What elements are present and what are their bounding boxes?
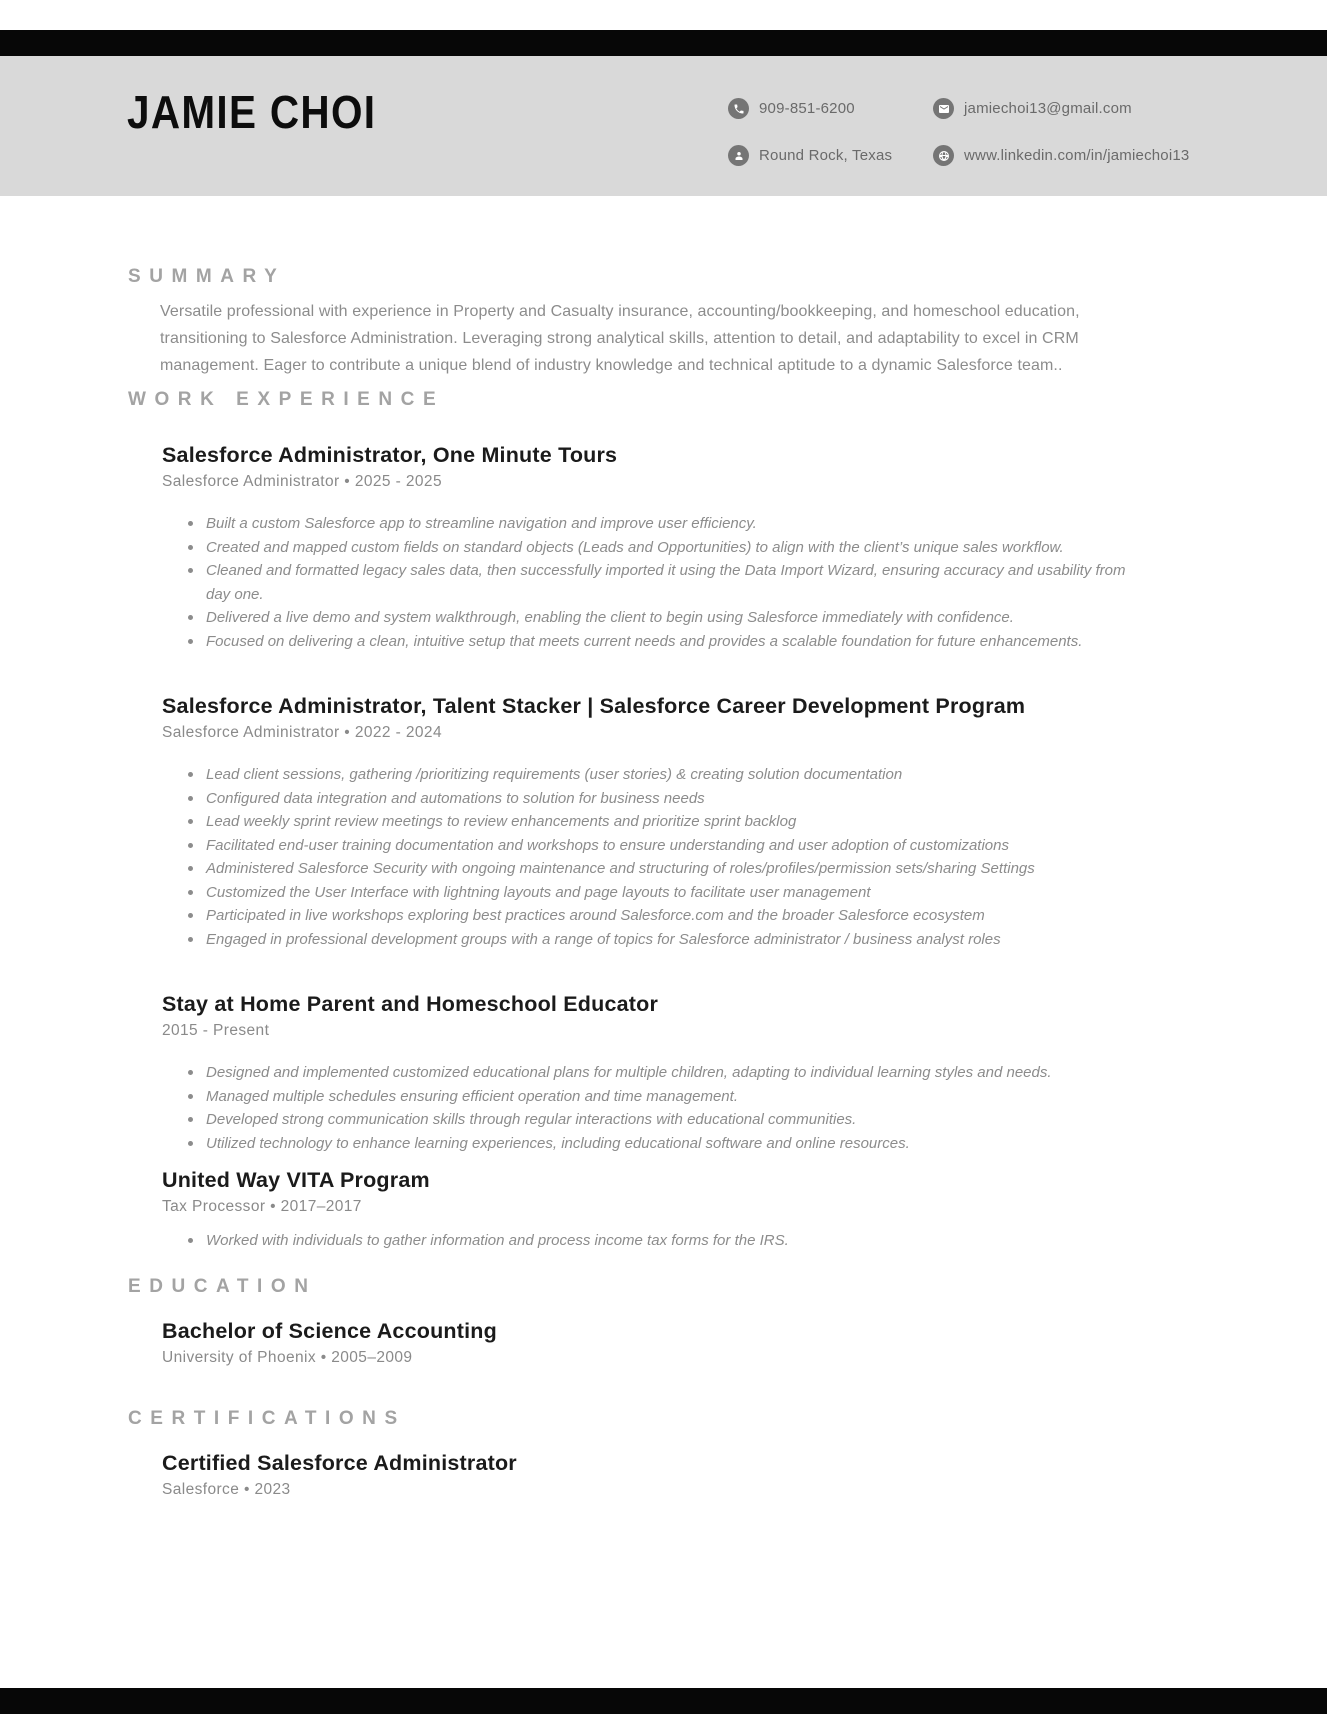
bullet-item: Developed strong communication skills through regular interactions with educational communities. [186,1108,1138,1132]
job-subtitle: Tax Processor • 2017–2017 [162,1198,362,1215]
bullet-item: Managed multiple schedules ensuring efficient operation and time management. [186,1085,1138,1109]
person-name: JAMIE CHOI [127,86,377,138]
education-heading: EDUCATION [128,1276,317,1297]
bullet-item: Configured data integration and automations to solution for business needs [186,787,1138,811]
job-subtitle: Salesforce Administrator • 2022 - 2024 [162,724,442,741]
bullet-item: Facilitated end-user training documentation and workshops to ensure understanding and user adoption of customizations [186,834,1138,858]
contact-location [728,145,892,166]
job-title: Stay at Home Parent and Homeschool Educator [162,992,659,1016]
certifications-heading: CERTIFICATIONS [128,1408,406,1429]
job-bullet-list [186,1061,1138,1155]
education-entry [162,1318,1278,1368]
bullet-item: Lead weekly sprint review meetings to review enhancements and prioritize sprint backlog [186,810,1138,834]
job-bullet-list [186,1229,1138,1253]
school-line: University of Phoenix • 2005–2009 [162,1349,413,1366]
summary-section [128,266,1278,379]
bullet-item: Created and mapped custom fields on standard objects (Leads and Opportunities) to align with the client’s unique sales workflow. [186,536,1138,560]
certifications-section [128,1408,1278,1500]
phone-icon [728,98,749,119]
bottom-accent-bar [0,1688,1327,1714]
summary-text: Versatile professional with experience in Property and Casualty insurance, accounting/bookkeeping, and homeschool education, transitioning to Salesforce Administration. Leveraging strong analytical skills, attention to detail, and adaptability to excel in CRM management. Eager to contribute a unique blend of industry knowledge and technical aptitude to a dynamic Salesforce team.. [160,303,1080,374]
job-subtitle: Salesforce Administrator • 2025 - 2025 [162,473,442,490]
education-section [128,1276,1278,1368]
degree-title: Bachelor of Science Accounting [162,1319,497,1343]
certification-entry [162,1450,1278,1500]
bullet-item: Engaged in professional development groups with a range of topics for Salesforce administrator / business analyst roles [186,928,1138,952]
bullet-item: Delivered a live demo and system walkthrough, enabling the client to begin using Salesforce immediately with confidence. [186,606,1138,630]
job-subtitle: 2015 - Present [162,1022,270,1039]
bullet-item: Worked with individuals to gather information and process income tax forms for the IRS. [186,1229,1138,1253]
job-bullet-list [186,763,1138,951]
bullet-item: Lead client sessions, gathering /prioritizing requirements (user stories) & creating solution documentation [186,763,1138,787]
job-title: United Way VITA Program [162,1168,430,1192]
certification-title: Certified Salesforce Administrator [162,1451,517,1475]
summary-heading: SUMMARY [128,266,286,287]
location-icon [728,145,749,166]
bullet-item: Customized the User Interface with lightning layouts and page layouts to facilitate user management [186,881,1138,905]
location-text: Round Rock, Texas [759,147,893,164]
job-entry [162,991,1278,1155]
bullet-item: Focused on delivering a clean, intuitive setup that meets current needs and provides a scalable foundation for future enhancements. [186,630,1138,654]
bullet-item: Cleaned and formatted legacy sales data, then successfully imported it using the Data Import Wizard, ensuring accuracy and usability from day one. [186,559,1138,606]
job-entry [162,442,1278,653]
top-accent-bar [0,30,1327,56]
job-entry [162,693,1278,951]
job-entry [162,1167,1278,1253]
bullet-item: Built a custom Salesforce app to streamline navigation and improve user efficiency. [186,512,1138,536]
bullet-item: Designed and implemented customized educational plans for multiple children, adapting to individual learning styles and needs. [186,1061,1138,1085]
certification-subtitle: Salesforce • 2023 [162,1481,291,1498]
work-experience-heading: WORK EXPERIENCE [128,389,445,410]
linkedin-url: www.linkedin.com/in/jamiechoi13 [964,147,1190,164]
job-bullet-list [186,512,1138,653]
contact-phone [728,98,855,119]
email-address: jamiechoi13@gmail.com [964,100,1132,117]
bullet-item: Utilized technology to enhance learning experiences, including educational software and online resources. [186,1132,1138,1156]
contact-email [933,98,1132,119]
jobs-container [128,442,1278,1253]
globe-icon [933,145,954,166]
job-title: Salesforce Administrator, Talent Stacker | Salesforce Career Development Program [162,694,1026,718]
job-title: Salesforce Administrator, One Minute Tours [162,443,618,467]
header-band [0,56,1327,196]
bullet-item: Participated in live workshops exploring best practices around Salesforce.com and the broader Salesforce ecosystem [186,904,1138,928]
email-icon [933,98,954,119]
phone-number: 909-851-6200 [759,100,855,117]
work-experience-section [128,389,1278,1253]
contact-linkedin [933,145,1189,166]
bullet-item: Administered Salesforce Security with ongoing maintenance and structuring of roles/profiles/permission sets/sharing Settings [186,857,1138,881]
